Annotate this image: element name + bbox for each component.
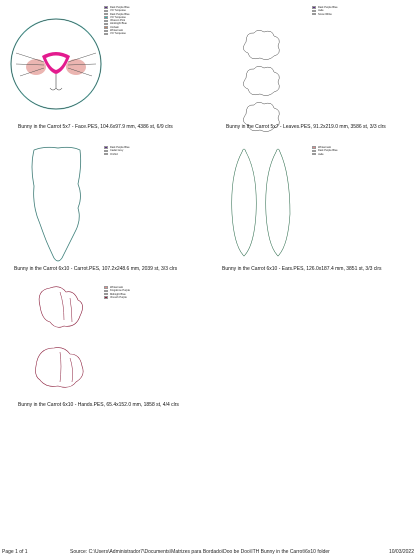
legend-label: Dark Purple Blue <box>110 6 130 9</box>
legend-label: Cadet Grey <box>110 149 124 153</box>
legend-label: Midnight Blue <box>110 292 126 296</box>
color-swatch <box>104 26 108 28</box>
color-swatch <box>104 30 108 32</box>
legend-label: Wintermelo <box>110 286 124 289</box>
page-number: Page 1 of 1 <box>2 549 28 555</box>
legend-label: Vibecon Pink <box>110 19 126 23</box>
carrot-illustration <box>28 146 88 266</box>
color-swatch <box>104 296 108 298</box>
color-swatch <box>312 10 316 12</box>
leaves-legend <box>312 6 338 16</box>
legend-label: VO Turquoise <box>110 32 126 36</box>
legend-label: Kingdome Purple <box>110 289 130 293</box>
face-illustration <box>0 0 110 110</box>
legend-label: Dark Purple Blue <box>110 12 130 16</box>
legend-label: VO Turquoise <box>110 15 126 19</box>
color-swatch <box>104 286 108 288</box>
color-swatch <box>312 146 316 148</box>
carrot-caption: Bunny in the Carrot 6x10 - Carrot.PES, 107.2x248.6 mm, 2039 st, 3/3 clrs <box>14 266 178 272</box>
color-swatch <box>312 150 316 152</box>
color-swatch <box>104 153 108 155</box>
legend-label: VO Turquoise <box>110 9 126 13</box>
color-swatch <box>104 16 108 18</box>
carrot-legend <box>104 146 130 156</box>
color-swatch <box>104 33 108 35</box>
legend-label: Snow White <box>318 12 332 16</box>
legend-label: Dark Purple Blue <box>110 146 130 149</box>
legend-label: Jade <box>318 152 324 156</box>
ears-illustration <box>228 144 288 264</box>
legend-item <box>104 32 130 35</box>
source-path: Source: C:\Users\Administrador7\Documents\Matrizes para Bordado\Doo be Doo\ITH Bunny in the Carrot\6x10 folder <box>70 549 330 555</box>
ears-caption: Bunny in the Carrot 6x10 - Ears.PES, 126.0x187.4 mm, 3851 st, 3/3 clrs <box>222 266 382 272</box>
color-swatch <box>104 150 108 152</box>
legend-item <box>312 153 338 156</box>
legend-label: Umbain <box>110 25 119 29</box>
legend-label: Dark Purple Blue <box>318 6 338 9</box>
hands-caption: Bunny in the Carrot 6x10 - Hands.PES, 65.4x152.0 mm, 1858 st, 4/4 clrs <box>18 402 179 408</box>
ears-legend <box>312 146 338 156</box>
legend-label: Viresch Purple <box>110 295 127 299</box>
print-date: 10/03/2022 <box>388 549 414 555</box>
face-caption: Bunny in the Carrot 5x7 - Face.PES, 104.6x97.9 mm, 4386 st, 6/9 clrs <box>18 124 173 130</box>
color-swatch <box>312 6 316 8</box>
legend-item <box>104 153 130 156</box>
legend-label: Hindnight Blue <box>110 22 127 26</box>
color-swatch <box>104 10 108 12</box>
hands-illustration <box>30 282 90 402</box>
color-swatch <box>104 293 108 295</box>
face-legend <box>104 6 130 36</box>
legend-label: Orchid <box>110 152 118 156</box>
color-swatch <box>312 153 316 155</box>
color-swatch <box>312 13 316 15</box>
leaves-illustration <box>238 28 288 118</box>
color-swatch <box>104 6 108 8</box>
legend-item <box>312 13 338 16</box>
legend-label: Wintermelo <box>110 29 124 33</box>
legend-item <box>104 296 130 299</box>
legend-label: Jade <box>318 9 324 13</box>
color-swatch <box>104 23 108 25</box>
hands-legend <box>104 286 130 299</box>
color-swatch <box>104 290 108 292</box>
color-swatch <box>104 146 108 148</box>
legend-label: Wintermelo <box>318 146 332 149</box>
color-swatch <box>104 20 108 22</box>
leaves-caption: Bunny in the Carrot 5x7 - Leaves.PES, 91.2x219.0 mm, 3586 st, 3/3 clrs <box>226 124 386 130</box>
color-swatch <box>104 13 108 15</box>
legend-label: Dark Purple Blue <box>318 149 338 153</box>
